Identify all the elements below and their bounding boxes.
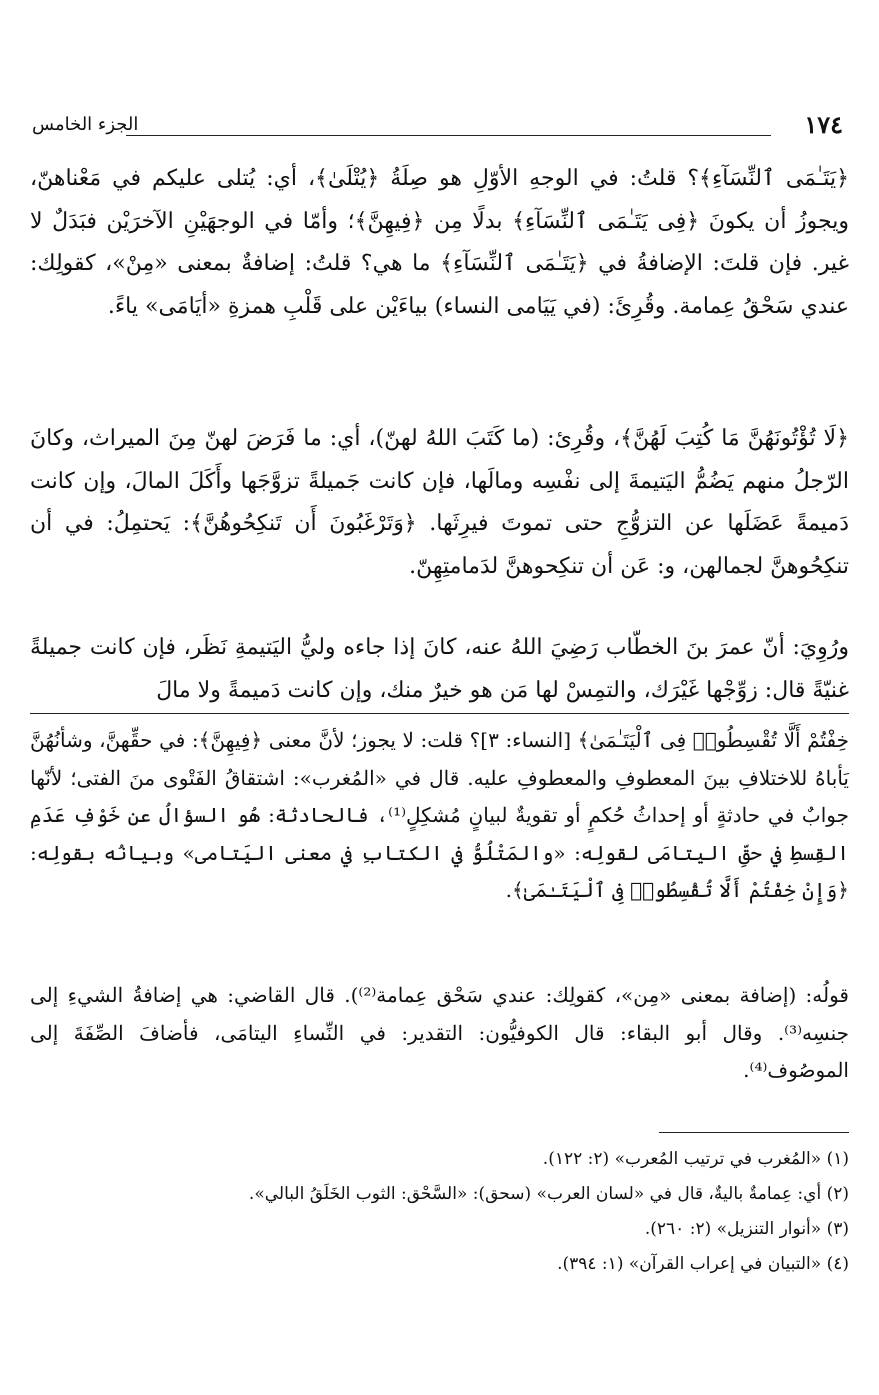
commentary-paragraph-2: قولُه: (إضافة بمعنى «مِن»، كقولِك: عندي سَحْق عِمامة⁽²⁾). قال القاضي: هي إضافةُ الشيءِ إلى جنسِه⁽³⁾. وقال أبو البقاء: قال الكوفيُّون: التقدير: في النِّساءِ اليتامَى، فأضافَ الصِّفَةَ إلى الموصُوف⁽⁴⁾. (30, 983, 849, 1082)
main-paragraph-3: ورُوِيَ: أنّ عمرَ بنَ الخطّاب رَضِيَ اللهُ عنه، كانَ إذا جاءه وليُّ اليَتيمةِ نَظَر، فإن كانت جميلةً غنيّةً قال: زوِّجْها غَيْرَك، والتمِسْ لها مَن هو خيرٌ منك، وإن كانت دَميمةً ولا مالَ (30, 635, 849, 703)
footnote-2: (٢) أي: عِمامةٌ باليةٌ، قال في «لسان العرب» (سحق): «السَّحْق: الثوب الخَلَقُ البالي». (248, 1184, 849, 1204)
main-paragraph-1: ﴿يَتَـٰمَى ٱلنِّسَآءِ﴾؟ قلتُ: في الوجهِ الأوّلِ هو صِلَةُ ﴿يُتْلَىٰ﴾، أي: يُتلى عليكم في مَعْناهنّ، ويجوزُ أن يكونَ ﴿فِى يَتَـٰمَى ٱلنِّسَآءِ﴾ بدلًا مِن ﴿فِيهِنَّ﴾؛ وأمّا في الوجهَيْنِ الآخرَيْن فبَدَلٌ لا غير. فإن قلتَ: الإضافةُ في ﴿يَتَـٰمَى ٱلنِّسَآءِ﴾ ما هي؟ قلتُ: إضافةٌ بمعنى «مِنْ»، كقولِك: عندي سَحْقُ عِمامة. وقُرِئَ: (في يَيَامى النساء) بياءَيْن على قَلْبِ همزةِ «أيَامَى» ياءً. (30, 166, 849, 319)
header-rule (126, 135, 771, 136)
page-header (30, 110, 849, 144)
footnote-4: (٤) «التبيان في إعراب القرآن» (١: ٣٩٤). (557, 1254, 849, 1274)
footnote-3: (٣) «أنوار التنزيل» (٢: ٢٦٠). (644, 1219, 849, 1239)
book-page (30, 0, 849, 1395)
running-title: الجزء الخامس (32, 114, 139, 135)
main-paragraph-2: ﴿لَا تُؤْتُونَهُنَّ مَا كُتِبَ لَهُنَّ﴾، وقُرِئ: (ما كَتَبَ اللهُ لهنّ)، أي: ما فَرَضَ لهنّ مِنَ الميراث، وكانَ الرّجلُ منهم يَضُمُّ اليَتيمةَ إلى نفْسِه ومالَها، فإن كانت جَميلةً تزوَّجَها وأَكَلَ المالَ، وإن كانت دَميمةً عَضَلَها عن التزوُّجِ حتى تموتَ فيرِثَها. ﴿وَتَرْغَبُونَ أَن تَنكِحُوهُنَّ﴾: يَحتمِلُ: في أن تنكِحُوهنَّ لجمالهن، و: عَن أن تنكِحوهنَّ لدَمامتِهِنّ. (30, 426, 849, 579)
text-commentary-divider (30, 713, 849, 714)
footnote-divider (659, 1132, 849, 1133)
footnote-1: (١) «المُغرب في ترتيب المُعرب» (٢: ١٢٢). (542, 1149, 849, 1169)
footnotes (30, 1142, 849, 1282)
commentary-paragraph-1: خِفْتُمْ أَلَّا تُقْسِطُوا۟ فِى ٱلْيَتَـٰمَىٰ﴾ [النساء: ٣]؟ قلت: لا يجوز؛ لأنَّ معنى ﴿فِيهِنَّ﴾: في حقِّهنَّ، وشأنُهُنَّ يَأباهُ للاختلافِ بينَ المعطوفِ والمعطوفِ عليه. قال في «المُغرب»: اشتقاقُ الفَتْوى منَ الفتى؛ لأنّها جوابٌ في حادثةٍ أو إحداثُ حُكمٍ أو تقويةٌ لبيانٍ مُشكِلٍ⁽¹⁾، فالحادثة: هُو السؤالُ عن خَوْفِ عَدَمِ القِسطِ في حقِّ اليتامَى لقولِه: «والمَتْلُوُّ في الكتابِ في معنى اليَتامى» وبيانُه بقولِه: ﴿وَإِنْ خِفْتُمْ أَلَّا تُقْسِطُوا۟ فِى ٱلْيَتَـٰمَىٰ﴾. (30, 728, 849, 902)
page-number: ١٧٤ (804, 110, 843, 139)
